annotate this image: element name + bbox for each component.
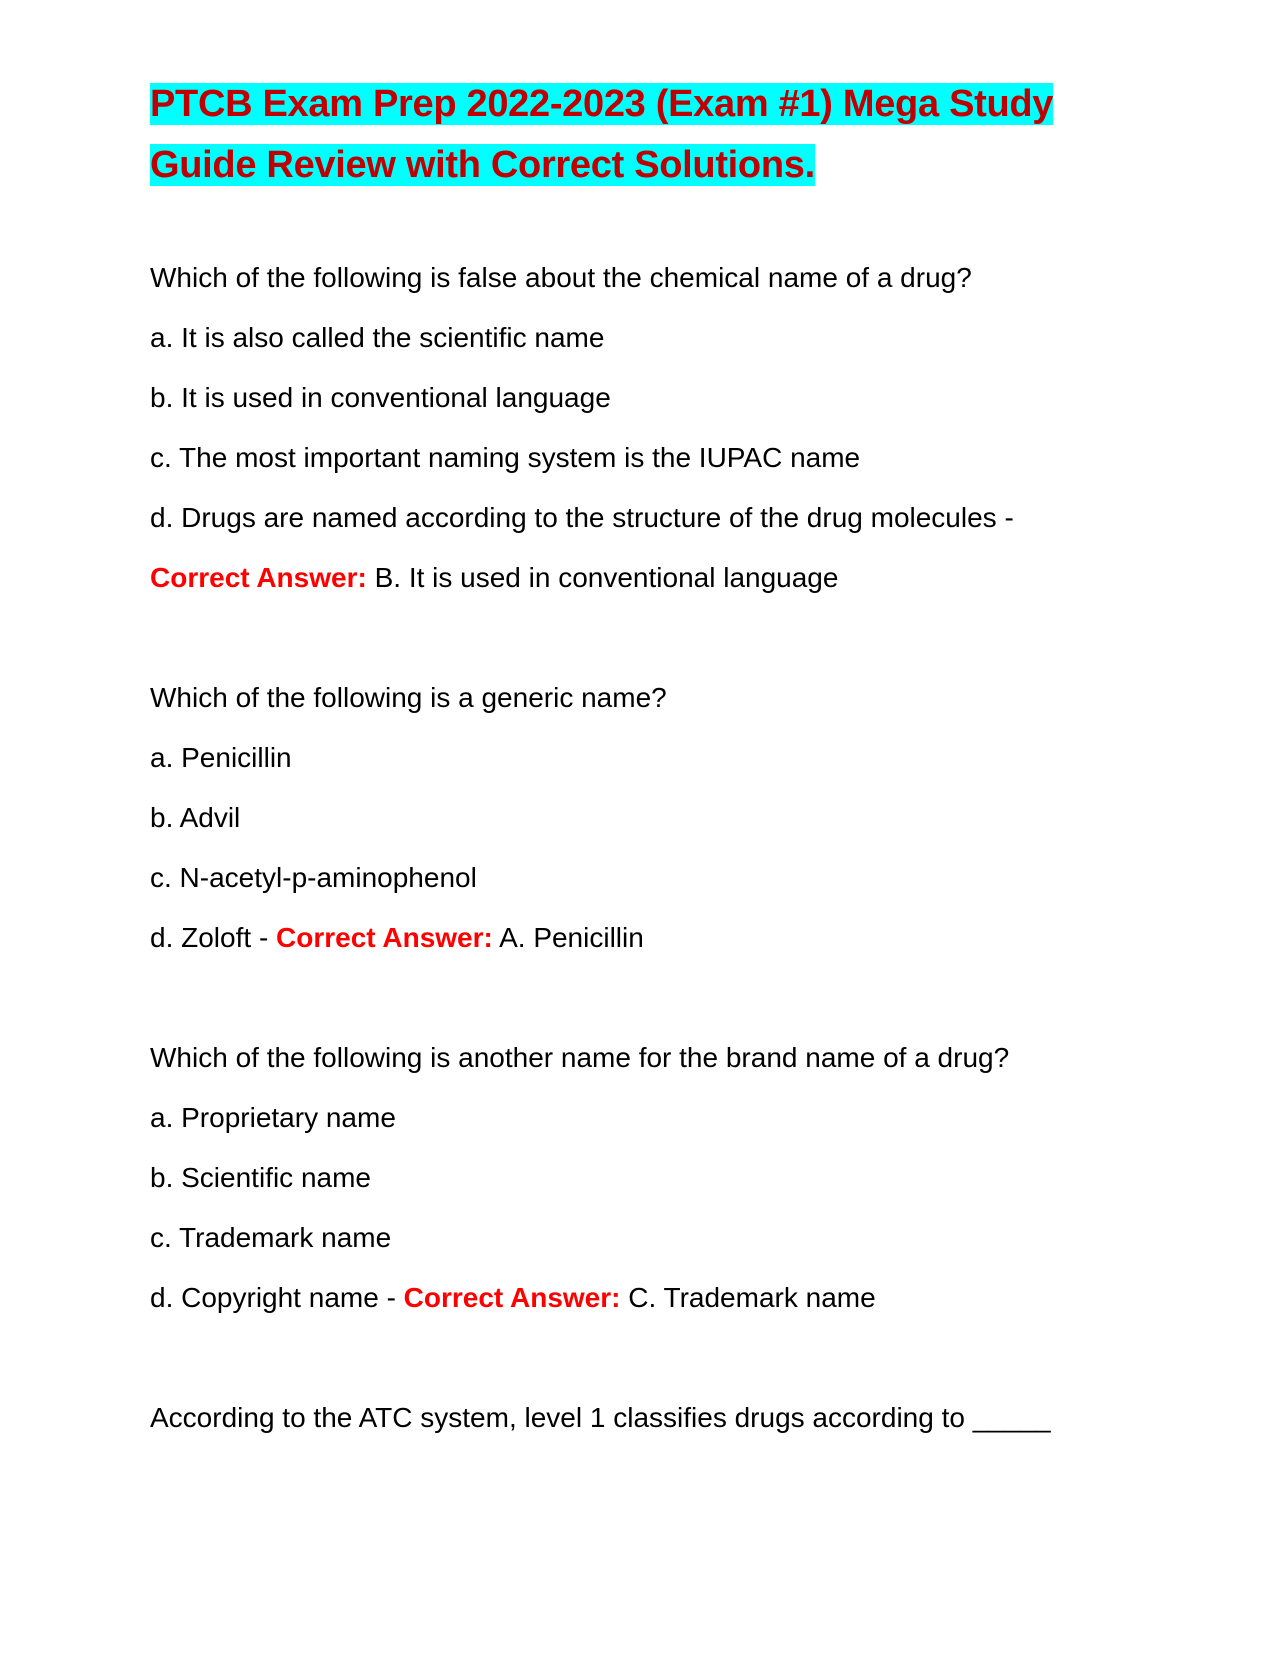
answer-option: d. Zoloft -: [150, 922, 269, 953]
document-title: [150, 74, 1070, 196]
question-text: According to the ATC system, level 1 classifies drugs according to _____: [150, 1402, 1051, 1433]
answer-option: a. Proprietary name: [150, 1102, 396, 1133]
question-text: Which of the following is a generic name?: [150, 682, 667, 713]
answer-option: b. Advil: [150, 802, 241, 833]
correct-answer-label: Correct Answer:: [276, 922, 493, 953]
question-text: Which of the following is another name for the brand name of a drug?: [150, 1042, 1010, 1073]
correct-answer-line: [150, 560, 838, 596]
answer-option-with-answer: [150, 1280, 876, 1316]
answer-option: b. It is used in conventional language: [150, 382, 611, 413]
question-text: Which of the following is false about the chemical name of a drug?: [150, 262, 972, 293]
correct-answer-value: A. Penicillin: [499, 922, 644, 953]
answer-option: a. Penicillin: [150, 742, 292, 773]
answer-option: c. Trademark name: [150, 1222, 392, 1253]
correct-answer-label: Correct Answer:: [150, 562, 367, 593]
answer-option: d. Drugs are named according to the structure of the drug molecules -: [150, 502, 1014, 533]
answer-option-with-answer: [150, 920, 644, 956]
correct-answer-value: B. It is used in conventional language: [374, 562, 839, 593]
answer-option: a. It is also called the scientific name: [150, 322, 605, 353]
answer-option: d. Copyright name -: [150, 1282, 396, 1313]
correct-answer-label: Correct Answer:: [403, 1282, 621, 1313]
correct-answer-value: C. Trademark name: [628, 1282, 876, 1313]
answer-option: b. Scientific name: [150, 1162, 371, 1193]
answer-option: c. N-acetyl-p-aminophenol: [150, 862, 477, 893]
document-title-text: PTCB Exam Prep 2022-2023 (Exam #1) Mega Study Guide Review with Correct Solutions.: [150, 83, 1054, 186]
answer-option: c. The most important naming system is the IUPAC name: [150, 442, 861, 473]
